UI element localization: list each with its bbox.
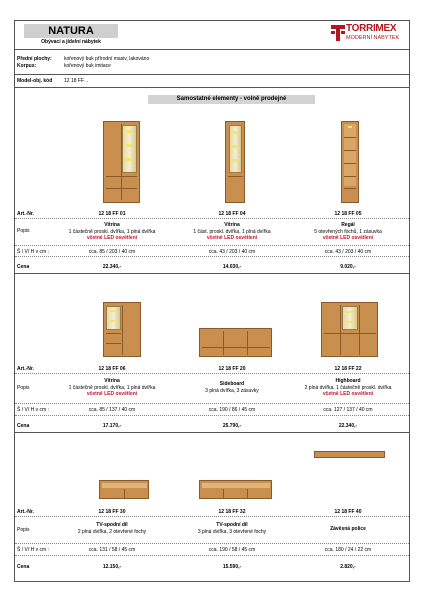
row-divider xyxy=(15,245,409,246)
product-image-ff01 xyxy=(103,121,140,203)
shelf-line xyxy=(106,333,121,334)
product-details: 2 plná dvířka, 2 otevřené fochy xyxy=(77,528,147,535)
brand-logo xyxy=(330,24,408,42)
price-label-3: Cena xyxy=(17,564,30,570)
shelf-line xyxy=(324,333,376,334)
desc-label-2: Popis xyxy=(17,385,30,391)
product-name: TV-spodní díl xyxy=(216,522,248,528)
product-price: 17.170,- xyxy=(102,423,122,429)
group-divider xyxy=(15,432,409,433)
led-light xyxy=(110,320,116,322)
body-value: kořenový buk imitace xyxy=(64,63,111,69)
product-desc xyxy=(172,222,292,242)
product-dims: cca. 85 / 203 / 40 cm xyxy=(88,249,136,255)
product-dims: cca. 127 / 137 / 40 cm xyxy=(323,407,373,413)
product-dims: cca. 43 / 203 / 40 cm xyxy=(208,249,256,255)
led-note: včetně LED osvětlení xyxy=(206,235,258,241)
product-image-ff04 xyxy=(225,121,245,203)
collection-subtitle: Obývací a jídelní nábytek xyxy=(41,39,101,45)
product-details: 2 plná dvířka, 1 částečně proskl. dvířka xyxy=(304,384,392,391)
section-title: Samostatné elementy - volně prodejné xyxy=(148,95,315,104)
product-desc xyxy=(288,526,408,533)
product-price: 14.030,- xyxy=(222,264,242,270)
product-price: 12.150,- xyxy=(102,564,122,570)
art-label-2: Art.-Nr. xyxy=(17,366,34,372)
model-label: Model-obj. kód xyxy=(17,78,53,84)
product-dims: cca. 180 / 24 / 22 cm xyxy=(324,547,372,553)
product-desc xyxy=(172,381,292,394)
product-desc xyxy=(288,222,408,242)
shelf-line xyxy=(344,188,356,189)
led-light xyxy=(232,145,238,148)
product-price: 15.590,- xyxy=(222,564,242,570)
product-desc xyxy=(52,222,172,242)
product-desc xyxy=(52,522,172,535)
art-code: 12 18 FF 05 xyxy=(334,211,362,217)
product-name: Závěsná police xyxy=(330,526,366,532)
meta-divider xyxy=(15,74,409,75)
shelf-line xyxy=(344,176,356,177)
art-code: 12 18 FF 20 xyxy=(218,366,246,372)
torrimex-logo-icon xyxy=(330,24,346,42)
art-label-3: Art.-Nr. xyxy=(17,509,34,515)
price-label-2: Cena xyxy=(17,423,30,429)
door-divider xyxy=(124,489,125,498)
model-divider xyxy=(15,87,409,88)
led-light xyxy=(348,126,352,128)
product-dims: cca. 190 / 58 / 45 cm xyxy=(208,547,256,553)
door-divider xyxy=(247,489,248,498)
art-code: 12 18 FF 01 xyxy=(98,211,126,217)
row-divider xyxy=(15,373,409,374)
product-name: Regál xyxy=(341,222,355,228)
led-light xyxy=(346,321,353,323)
led-light xyxy=(346,311,353,313)
art-code: 12 18 FF 04 xyxy=(218,211,246,217)
price-label-1: Cena xyxy=(17,264,30,270)
collection-title: NATURA xyxy=(24,24,118,38)
product-details: 1 částečně proskl. dvířka, 1 plná dvířka xyxy=(68,384,156,391)
row-divider xyxy=(15,403,409,404)
led-light xyxy=(110,310,116,312)
product-name: Highboard xyxy=(335,378,361,384)
product-desc xyxy=(52,378,172,398)
product-price: 2.820,- xyxy=(340,564,356,570)
door-divider xyxy=(122,305,123,355)
model-value: 12 18 FF .. xyxy=(64,78,89,84)
brand-tagline: MODERNÍ NÁBYTEK xyxy=(346,35,400,41)
product-dims: cca. 43 / 203 / 40 cm xyxy=(324,249,372,255)
art-code: 12 18 FF 22 xyxy=(334,366,362,372)
product-details: 3 plná dvířka, 3 otevřené fochy xyxy=(197,528,267,535)
dims-label-1: Š / V/ H v cm : xyxy=(17,249,49,255)
art-code: 12 18 FF 40 xyxy=(334,509,362,515)
product-image-ff22 xyxy=(321,302,378,357)
door-divider xyxy=(340,305,341,355)
door-divider xyxy=(247,331,248,355)
row-divider xyxy=(15,218,409,219)
door-divider xyxy=(223,331,224,355)
row-divider xyxy=(15,543,409,544)
dims-label-3: Š / V/ H v cm : xyxy=(17,547,49,553)
brand-name: TORRIMEX xyxy=(346,23,397,34)
art-label-1: Art.-Nr. xyxy=(17,211,34,217)
product-name: TV-spodní díl xyxy=(96,522,128,528)
desc-label-1: Popis xyxy=(17,228,30,234)
product-name: Vitrína xyxy=(104,378,120,384)
shelf-line xyxy=(228,176,243,177)
led-light xyxy=(126,144,132,147)
led-light xyxy=(126,158,132,161)
art-code: 12 18 FF 32 xyxy=(218,509,246,515)
open-shelf xyxy=(102,483,147,488)
desc-label-3: Popis xyxy=(17,527,30,533)
row-divider xyxy=(15,516,409,517)
product-details: 5 otevřených fochů, 1 zásuvka xyxy=(314,228,382,235)
door-divider xyxy=(121,124,122,200)
art-code: 12 18 FF 06 xyxy=(98,366,126,372)
glass-door xyxy=(342,306,358,330)
led-note: včetně LED osvětlení xyxy=(86,391,138,397)
product-details: 1 část. proskl. dvířka, 1 plná dvířka xyxy=(193,228,271,235)
product-details: 1 částečně proskl. dvířka, 1 plná dvířka xyxy=(68,228,156,235)
led-light xyxy=(126,130,132,133)
product-image-ff32 xyxy=(199,480,272,499)
product-image-ff05 xyxy=(341,121,359,203)
led-note: včetně LED osvětlení xyxy=(322,235,374,241)
product-desc xyxy=(172,522,292,535)
product-name: Sideboard xyxy=(219,381,245,387)
header-divider xyxy=(15,49,409,50)
product-image-ff20 xyxy=(199,328,272,357)
product-image-ff06 xyxy=(103,302,141,357)
front-value: kořenový buk přírodní masiv, lakováno xyxy=(64,56,150,62)
shelf-line xyxy=(106,343,121,344)
product-price: 25.790,- xyxy=(222,423,242,429)
led-note: včetně LED osvětlení xyxy=(86,235,138,241)
row-divider xyxy=(15,415,409,416)
body-label: Korpus: xyxy=(17,63,37,69)
product-desc xyxy=(288,378,408,398)
door-divider xyxy=(359,305,360,355)
product-image-ff30 xyxy=(99,480,149,499)
led-light xyxy=(232,159,238,162)
product-image-ff40 xyxy=(314,451,385,458)
shelf-line xyxy=(344,163,356,164)
led-light xyxy=(232,131,238,134)
open-shelf xyxy=(202,483,270,488)
row-divider xyxy=(15,555,409,556)
row-divider xyxy=(15,256,409,257)
led-note: včetně LED osvětlení xyxy=(322,391,374,397)
door-divider xyxy=(223,489,224,498)
product-name: Vitrína xyxy=(104,222,120,228)
product-price: 22.340,- xyxy=(102,264,122,270)
product-price: 22.340,- xyxy=(338,423,358,429)
drawer-line xyxy=(202,347,270,348)
shelf-line xyxy=(344,137,356,138)
front-label: Přední plochy: xyxy=(17,56,52,62)
product-details: 3 plná dvířka, 3 zásuvky xyxy=(205,387,259,394)
shelf-line xyxy=(344,150,356,151)
product-price: 9.020,- xyxy=(340,264,356,270)
product-dims: cca. 131 / 58 / 45 cm xyxy=(88,547,136,553)
product-dims: cca. 190 / 86 / 45 cm xyxy=(208,407,256,413)
group-divider xyxy=(15,273,409,274)
art-code: 12 18 FF 30 xyxy=(98,509,126,515)
product-dims: cca. 85 / 137 / 40 cm xyxy=(88,407,136,413)
product-name: Vitrína xyxy=(224,222,240,228)
dims-label-2: Š / V/ H v cm : xyxy=(17,407,49,413)
